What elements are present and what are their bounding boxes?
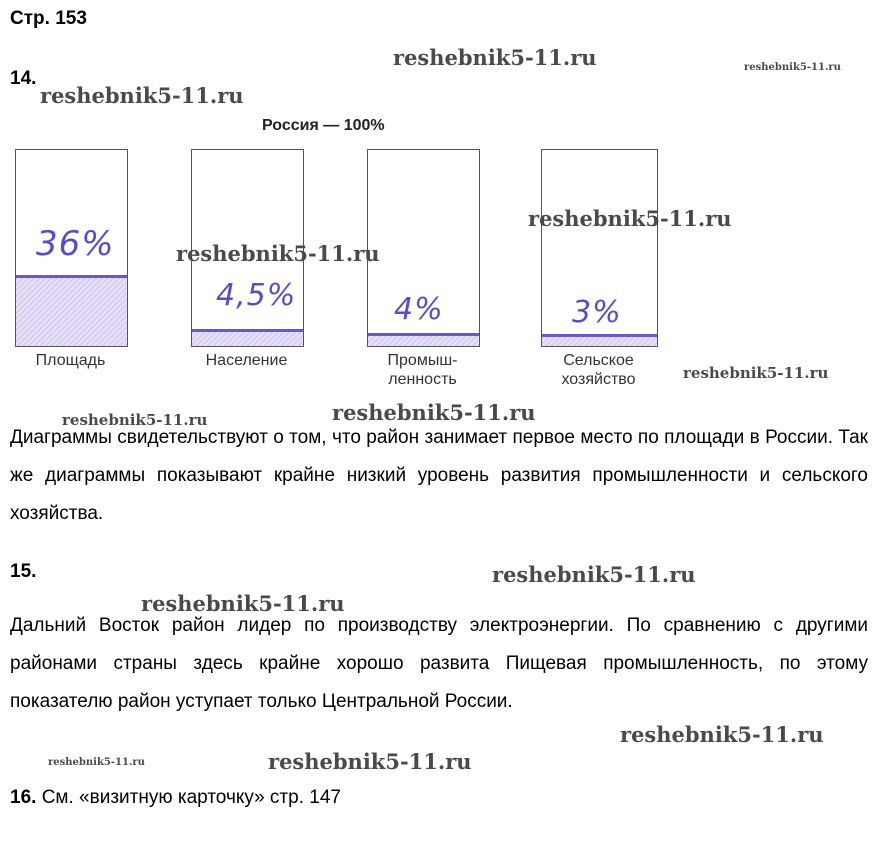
diagram-agriculture-box (541, 149, 658, 347)
task-14-number: 14. (10, 68, 37, 89)
task-16-number: 16. (10, 787, 37, 808)
watermark: reshebnik5-11.ru (683, 364, 829, 382)
watermark: reshebnik5-11.ru (393, 45, 597, 70)
area-value: 36% (36, 224, 115, 264)
area-fill (16, 275, 127, 346)
industry-label: Промыш- ленность (387, 352, 458, 388)
watermark: reshebnik5-11.ru (40, 83, 244, 108)
watermark: reshebnik5-11.ru (332, 400, 536, 425)
diagram-area-box (15, 149, 128, 347)
task-16-text: См. «визитную карточку» стр. 147 (41, 787, 341, 808)
watermark: reshebnik5-11.ru (62, 411, 208, 429)
diagram-title: Россия — 100% (262, 117, 385, 134)
watermark: reshebnik5-11.ru (492, 562, 696, 587)
task-15-text: Дальний Восток район лидер по производству электроэнергии. По сравнению с другими районами страны здесь крайне хорошо развита Пищевая промышленность, по этому показателю район уступает только Центральной России. (10, 615, 868, 712)
task-15-number: 15. (10, 561, 37, 582)
watermark: reshebnik5-11.ru (141, 591, 345, 616)
watermark: reshebnik5-11.ru (48, 757, 145, 768)
agriculture-value: 3% (572, 295, 622, 330)
industry-value: 4% (394, 292, 444, 327)
population-fill (192, 329, 303, 346)
population-value: 4,5% (216, 278, 297, 313)
area-label: Площадь (35, 352, 106, 369)
agriculture-fill (542, 334, 657, 346)
agriculture-label: Сельское хозяйство (561, 352, 636, 388)
watermark: reshebnik5-11.ru (268, 749, 472, 774)
watermark: reshebnik5-11.ru (176, 241, 380, 266)
population-label: Население (205, 352, 288, 369)
diagram-industry-box (367, 149, 480, 347)
page-label: Стр. 153 (10, 8, 87, 29)
task-16-line (10, 787, 341, 809)
watermark: reshebnik5-11.ru (744, 62, 841, 73)
task-14-text: Диаграммы свидетельствуют о том, что район занимает первое место по площади в России. Так же диаграммы показывают крайне низкий уровень развития промышленности и сельского хозяйства. (10, 427, 868, 524)
industry-fill (368, 333, 479, 346)
watermark: reshebnik5-11.ru (528, 206, 732, 231)
watermark: reshebnik5-11.ru (620, 722, 824, 747)
